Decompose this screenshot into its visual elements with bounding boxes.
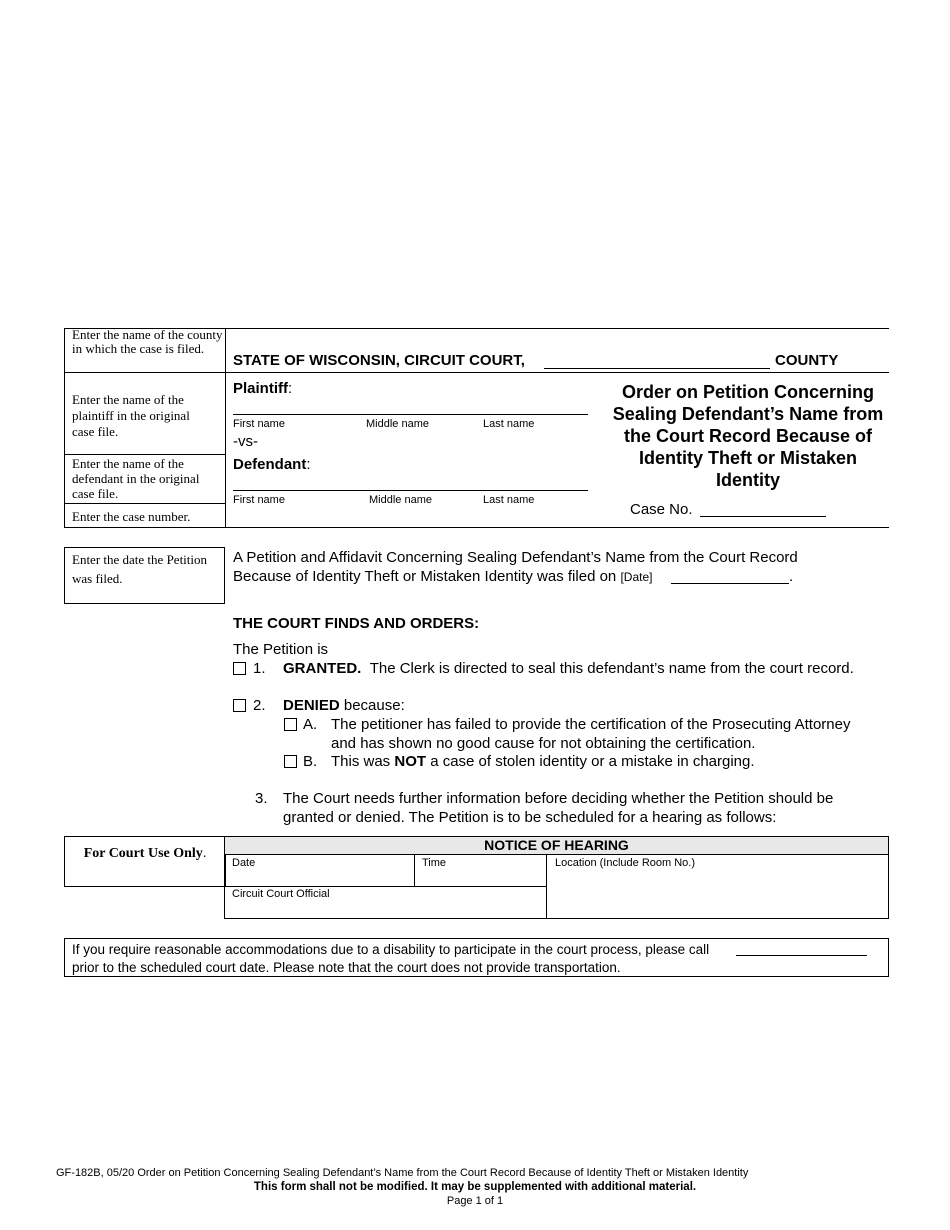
defendant-last-name-label: Last name bbox=[483, 494, 535, 506]
accommodation-phone-field[interactable] bbox=[736, 955, 867, 956]
petition-line-2-wrap bbox=[233, 568, 652, 585]
hearing-divider-time bbox=[546, 855, 547, 919]
plaintiff-middle-name-label: Middle name bbox=[366, 418, 429, 430]
case-no-label: Case No. bbox=[630, 501, 693, 518]
reason-a-checkbox[interactable] bbox=[284, 718, 297, 731]
defendant-first-name-label: First name bbox=[233, 494, 285, 506]
defendant-name-field[interactable] bbox=[233, 490, 588, 491]
petition-line-1: A Petition and Affidavit Concerning Sealing Defendant’s Name from the Court Record bbox=[233, 549, 798, 566]
item-1-text-wrap bbox=[283, 660, 854, 677]
case-no-field[interactable] bbox=[700, 516, 826, 517]
caption-bottom-rule bbox=[64, 527, 889, 528]
defendant-note: Enter the name of the defendant in the original case file. bbox=[72, 456, 200, 501]
footer-form-id: GF-182B, 05/20 Order on Petition Concerning Sealing Defendant’s Name from the Court Record Because of Identity Theft or Mistaken Identity bbox=[56, 1167, 749, 1179]
defendant-label-wrap bbox=[233, 456, 311, 473]
plaintiff-colon: : bbox=[288, 380, 293, 397]
reason-b-letter: B. bbox=[303, 753, 318, 770]
court-use-label-wrap bbox=[64, 846, 226, 862]
county-note: Enter the name of the county in which the case is filed. bbox=[72, 327, 223, 356]
petition-is: The Petition is bbox=[233, 641, 329, 658]
hearing-date-field[interactable]: Date bbox=[232, 857, 256, 869]
hearing-divider-date bbox=[414, 855, 415, 887]
plaintiff-note: Enter the name of the plaintiff in the original case file. bbox=[72, 392, 190, 439]
hearing-time-field[interactable]: Time bbox=[422, 857, 447, 869]
header-divider bbox=[225, 372, 889, 373]
document-title: Order on Petition Concerning Sealing Defendant’s Name from the Court Record Because of Identity Theft or Mistaken Identity bbox=[612, 382, 884, 490]
case-number-note: Enter the case number. bbox=[72, 509, 191, 524]
accommodation-line-1: If you require reasonable accommodations due to a disability to participate in the court process, please call bbox=[72, 942, 710, 957]
court-use-label: For Court Use Only bbox=[83, 846, 203, 861]
plaintiff-label-wrap bbox=[233, 380, 292, 397]
versus: -vs- bbox=[233, 433, 258, 450]
county-field[interactable] bbox=[544, 368, 770, 369]
sidebar-divider-1 bbox=[64, 372, 225, 373]
reason-b-checkbox[interactable] bbox=[284, 755, 297, 768]
denied-text: because: bbox=[339, 697, 405, 714]
findings-heading: THE COURT FINDS AND ORDERS: bbox=[233, 615, 480, 632]
plaintiff-label: Plaintiff bbox=[233, 380, 288, 397]
denied-label: DENIED bbox=[283, 697, 340, 714]
sidebar-divider-3 bbox=[64, 503, 225, 504]
plaintiff-name-field[interactable] bbox=[233, 414, 588, 415]
plaintiff-last-name-label: Last name bbox=[483, 418, 535, 430]
sidebar-right-rule bbox=[225, 328, 226, 527]
hearing-location-field[interactable]: Location (Include Room No.) bbox=[555, 857, 696, 869]
denied-checkbox[interactable] bbox=[233, 699, 246, 712]
reason-a-letter: A. bbox=[303, 716, 318, 733]
petition-line-2: Because of Identity Theft or Mistaken Identity was filed on bbox=[233, 568, 617, 585]
footer-page: Page 1 of 1 bbox=[446, 1195, 504, 1207]
county-label: COUNTY bbox=[775, 352, 839, 369]
item-3-line-1: The Court needs further information before deciding whether the Petition should be bbox=[283, 790, 834, 807]
court-line: STATE OF WISCONSIN, CIRCUIT COURT, bbox=[233, 352, 525, 369]
defendant-middle-name-label: Middle name bbox=[369, 494, 432, 506]
reason-a-line-1: The petitioner has failed to provide the certification of the Prosecuting Attorney bbox=[331, 716, 851, 733]
reason-a-line-2: and has shown no good cause for not obtaining the certification. bbox=[331, 735, 756, 752]
defendant-label: Defendant bbox=[233, 456, 307, 473]
petition-period: . bbox=[789, 568, 794, 585]
item-2-number: 2. bbox=[253, 697, 266, 714]
reason-b-pre: This was bbox=[331, 753, 395, 770]
item-3-line-2: granted or denied. The Petition is to be scheduled for a hearing as follows: bbox=[283, 809, 777, 826]
granted-label: GRANTED. bbox=[283, 660, 362, 677]
petition-date-field[interactable] bbox=[671, 583, 789, 584]
plaintiff-first-name-label: First name bbox=[233, 418, 285, 430]
hearing-title: NOTICE OF HEARING bbox=[484, 837, 629, 853]
item-1-number: 1. bbox=[253, 660, 266, 677]
date-placeholder: [Date] bbox=[620, 570, 653, 584]
reason-b-post: a case of stolen identity or a mistake in charging. bbox=[426, 753, 755, 770]
granted-text: The Clerk is directed to seal this defendant’s name from the court record. bbox=[369, 660, 854, 677]
reason-b-text-wrap bbox=[331, 753, 755, 770]
granted-checkbox[interactable] bbox=[233, 662, 246, 675]
sidebar-divider-2 bbox=[64, 454, 225, 455]
item-2-text-wrap bbox=[283, 697, 405, 714]
accommodation-line-2: prior to the scheduled court date. Please note that the court does not provide transportation. bbox=[72, 960, 621, 975]
reason-b-not: NOT bbox=[394, 753, 427, 770]
court-use-period: . bbox=[202, 846, 207, 861]
sidebar-left-rule bbox=[64, 328, 65, 527]
footer-notice: This form shall not be modified. It may be supplemented with additional material. bbox=[253, 1181, 697, 1193]
defendant-colon: : bbox=[306, 456, 311, 473]
court-official-field[interactable]: Circuit Court Official bbox=[232, 888, 330, 900]
petition-date-note: Enter the date the Petition was filed. bbox=[72, 552, 208, 586]
item-3-number: 3. bbox=[255, 790, 268, 807]
hearing-row-divider bbox=[224, 886, 546, 887]
